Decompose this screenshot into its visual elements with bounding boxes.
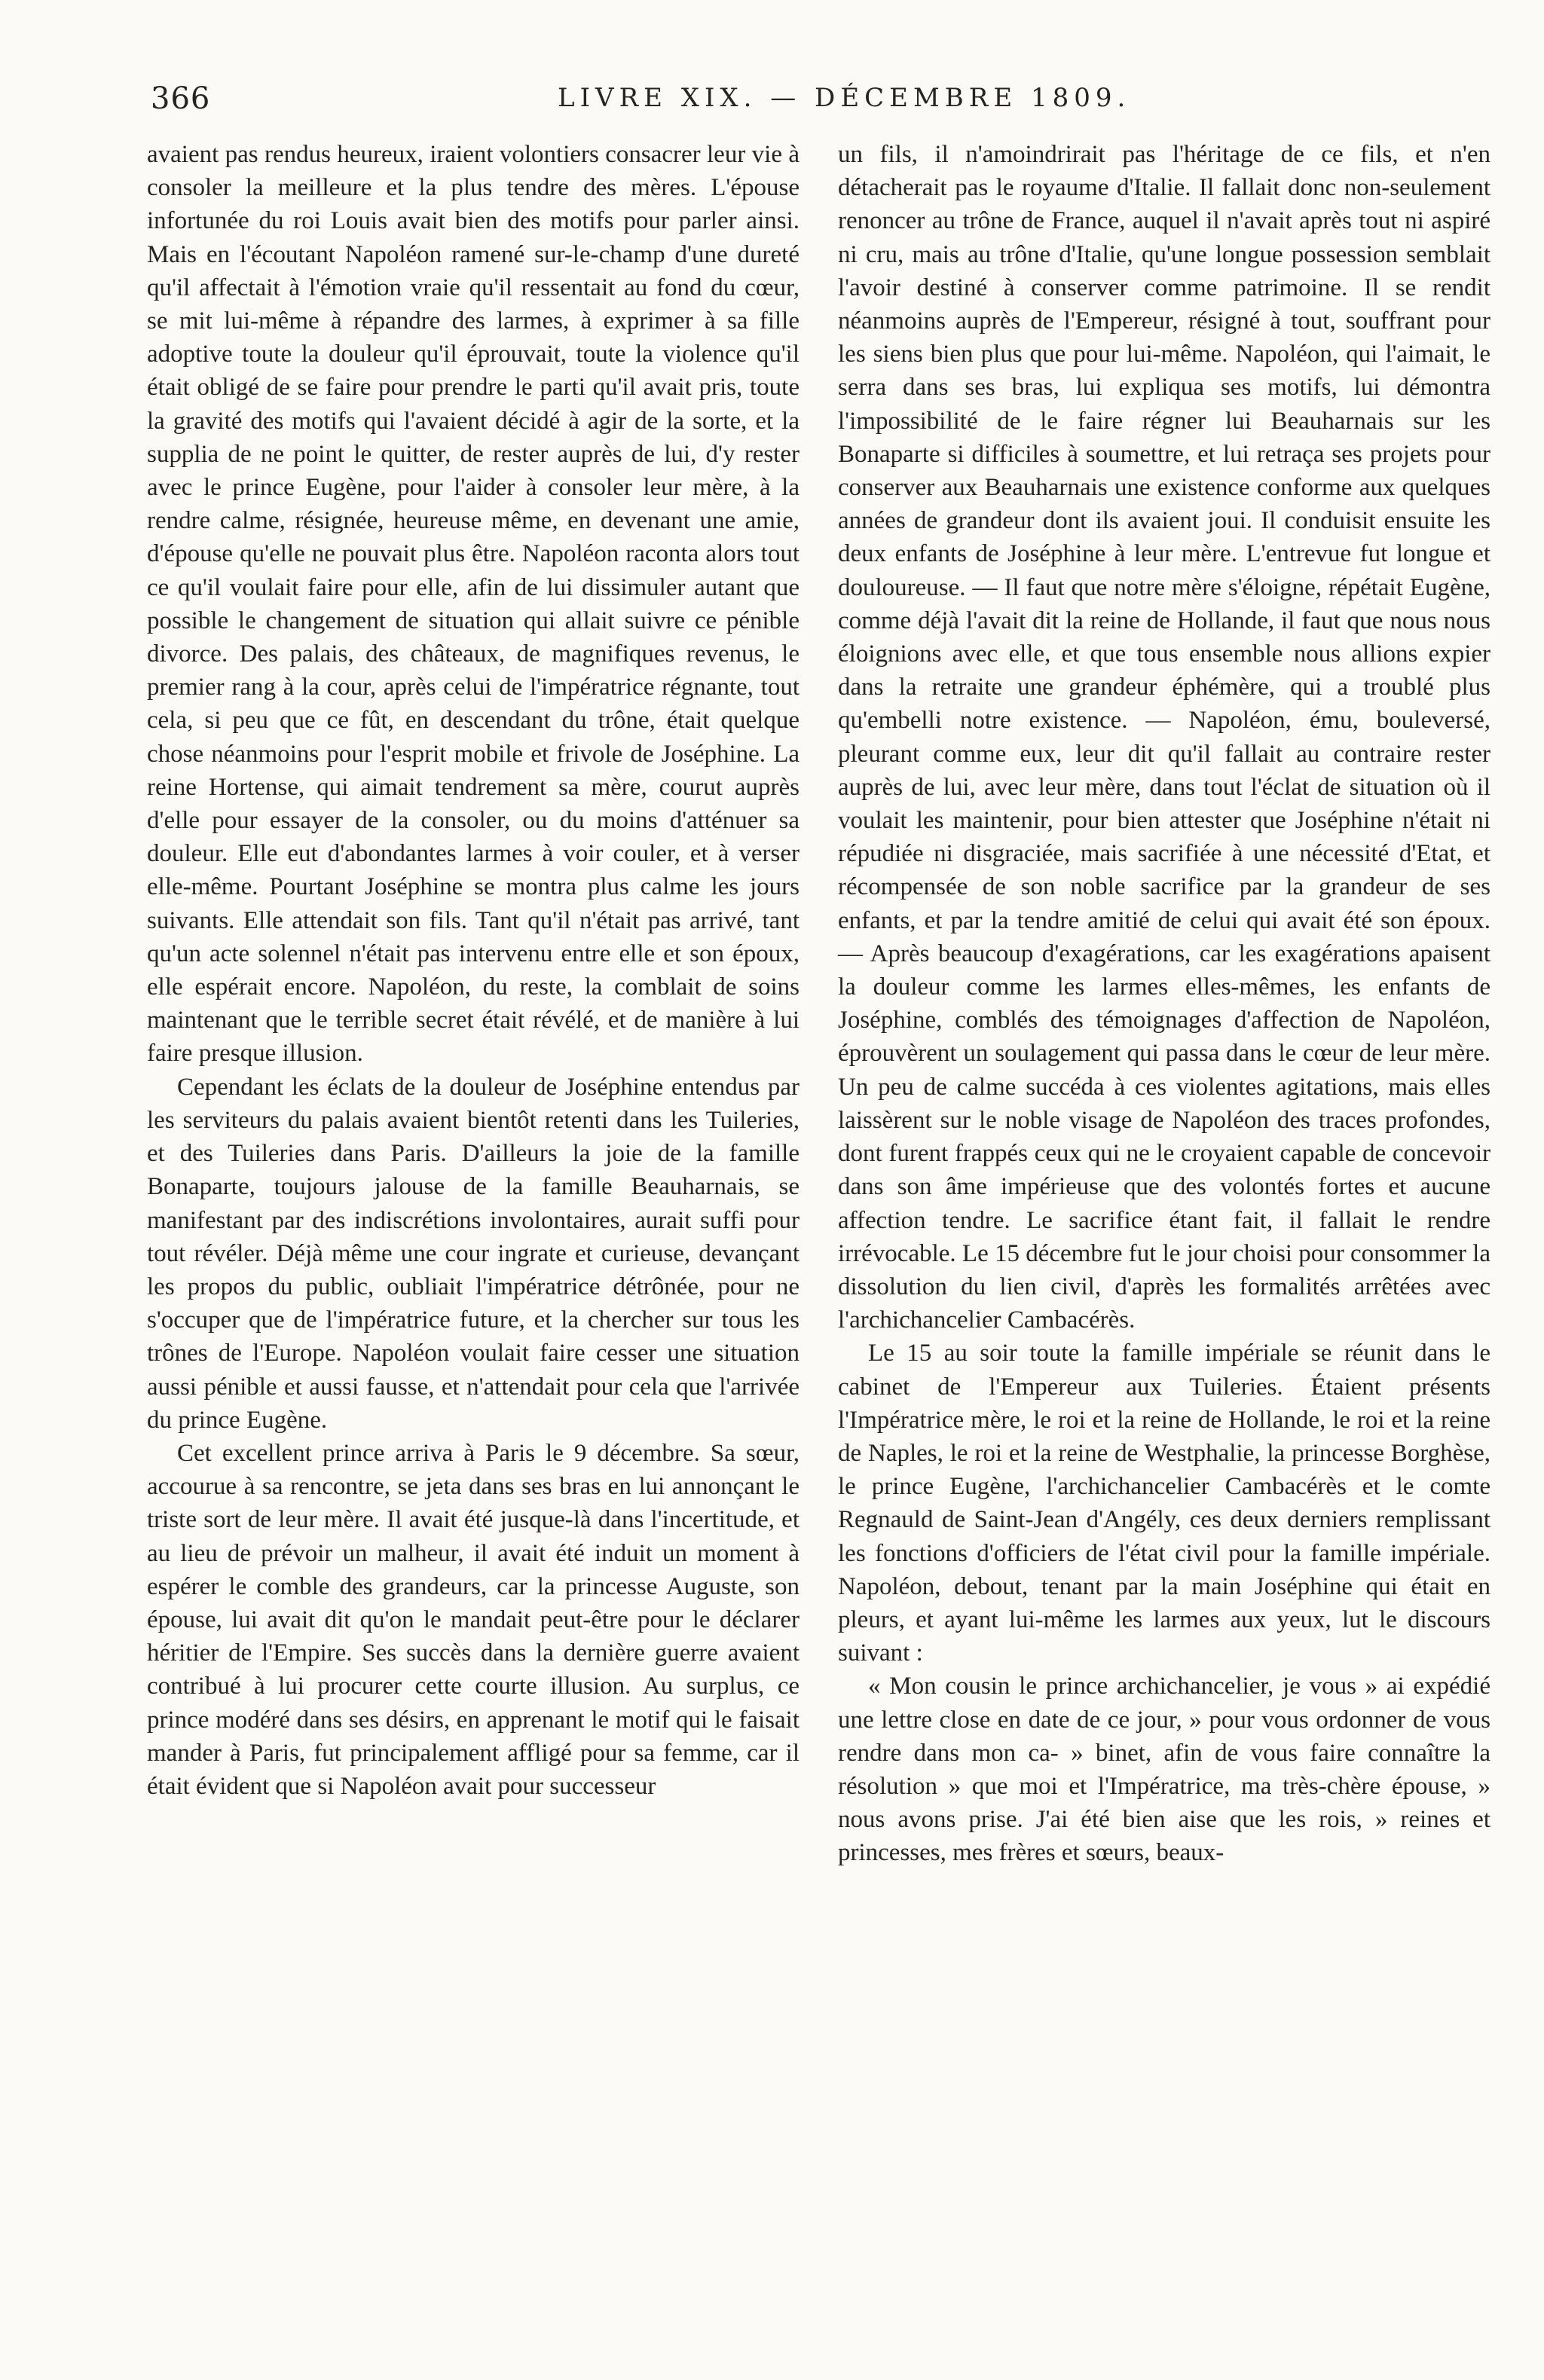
quoted-speech: « Mon cousin le prince archichancelier, je vous » ai expédié une lettre close en date de ce jour, » pour vous ordonner de vous rendre dans mon ca- » binet, afin de vous faire connaître la résolution » que moi et l'Impératrice, ma très-chère épouse, » nous avons prise. J'ai été bien aise que les rois, » reines et princesses, mes frères et sœurs, beaux- (838, 1673, 1490, 1867)
page-header (151, 81, 1522, 127)
running-title: LIVRE XIX. — DÉCEMBRE 1809. (558, 83, 1131, 113)
paragraph: un fils, il n'amoindrirait pas l'héritage de ce fils, et n'en détacherait pas le royaume d'Italie. Il fallait donc non-seulement renoncer au trône de France, auquel il n'avait après tout ni aspiré ni cru, mais au trône d'Italie, qu'une longue possession semblait l'avoir destiné à conserver comme patrimoine. Il se rendit néanmoins auprès de l'Empereur, résigné à tout, souffrant pour les siens bien plus que pour lui-même. Napoléon, qui l'aimait, le serra dans ses bras, lui expliqua ses motifs, lui démontra l'impossibilité de le faire régner lui Beauharnais sur les Bonaparte si difficiles à soumettre, et lui retraça ses projets pour conserver aux Beauharnais une existence conforme aux quelques années de grandeur dont ils avaient joui. Il conduisit ensuite les deux enfants de Joséphine à leur mère. L'entrevue fut longue et douloureuse. — Il faut que notre mère s'éloigne, répétait Eugène, comme déjà l'avait dit la reine de Hollande, il faut que nous nous éloignions avec elle, et que tous ensemble nous allions expier dans la retraite une grandeur éphémère, qui a troublé plus qu'embelli notre existence. — Napoléon, ému, bouleversé, pleurant comme eux, leur dit qu'il fallait au contraire rester auprès de lui, avec leur mère, dans tout l'éclat de situation où il voulait les maintenir, pour bien attester que Joséphine n'était ni répudiée ni disgraciée, mais sacrifiée à une nécessité d'Etat, et récompensée de son noble sacrifice par la grandeur de ses enfants, et par la tendre amitié de celui qui avait été son époux. — Après beaucoup d'exagérations, car les exagérations apaisent la douleur comme les larmes elles-mêmes, les enfants de Joséphine, comblés des témoignages d'affection de Napoléon, éprouvèrent un soulagement qui passa dans le cœur de leur mère. Un peu de calme succéda à ces violentes agitations, mais elles laissèrent sur le noble visage de Napoléon des traces profondes, dont furent frappés ceux qui ne le croyaient capable de concevoir dans son âme impérieuse que des volontés fortes et aucune affection tendre. Le sacrifice étant fait, il fallait le rendre irrévocable. Le 15 décembre fut le jour choisi pour consommer la dissolution du lien civil, d'après les formalités arrêtées avec l'archichancelier Cambacérès. (838, 141, 1490, 1334)
page-number: 366 (151, 81, 211, 116)
right-column (838, 138, 1490, 1870)
paragraph: Cet excellent prince arriva à Paris le 9 décembre. Sa sœur, accourue à sa rencontre, se jeta dans ses bras en lui annonçant le triste sort de leur mère. Il avait été jusque-là dans l'incertitude, et au lieu de prévoir un malheur, il avait été induit un moment à espérer le comble des grandeurs, car la princesse Auguste, son épouse, lui avait dit qu'on le mandait peut-être pour le déclarer héritier de l'Empire. Ses succès dans la dernière guerre avaient contribué à lui procurer cette courte illusion. Au surplus, ce prince modéré dans ses désirs, en apprenant le motif qui le faisait mander à Paris, fut principalement affligé pour sa femme, car il était évident que si Napoléon avait pour successeur (147, 1439, 800, 1800)
paragraph: avaient pas rendus heureux, iraient volontiers consacrer leur vie à consoler la meilleure et la plus tendre des mères. L'épouse infortunée du roi Louis avait bien des motifs pour parler ainsi. Mais en l'écoutant Napoléon ramené sur-le-champ d'une dureté qu'il affectait à l'émotion vraie qu'il ressentait au fond du cœur, se mit lui-même à répandre des larmes, à exprimer à sa fille adoptive toute la douleur qu'il éprouvait, toute la violence qu'il était obligé de se faire pour prendre le parti qu'il avait pris, toute la gravité des motifs qui l'avaient décidé à agir de la sorte, et la supplia de ne point le quitter, de rester auprès de lui, d'y rester avec le prince Eugène, pour l'aider à consoler leur mère, à la rendre calme, résignée, heureuse même, en devenant une amie, d'épouse qu'elle ne pouvait plus être. Napoléon raconta alors tout ce qu'il voulait faire pour elle, afin de lui dissimuler autant que possible le changement de situation qui allait suivre ce pénible divorce. Des palais, des châteaux, de magnifiques revenus, le premier rang à la cour, après celui de l'impératrice régnante, tout cela, si peu que ce fût, en descendant du trône, était quelque chose néanmoins pour l'esprit mobile et frivole de Joséphine. La reine Hortense, qui aimait tendrement sa mère, courut auprès d'elle pour essayer de la consoler, ou du moins d'atténuer sa douleur. Elle eut d'abondantes larmes à voir couler, et à verser elle-même. Pourtant Joséphine se montra plus calme les jours suivants. Elle attendait son fils. Tant qu'il n'était pas arrivé, tant qu'un acte solennel n'était pas intervenu entre elle et son époux, elle espérait encore. Napoléon, du reste, la comblait de soins maintenant que le terrible secret était révélé, et de manière à lui faire presque illusion. (147, 141, 800, 1068)
paragraph: Le 15 au soir toute la famille impériale se réunit dans le cabinet de l'Empereur aux Tuileries. Étaient présents l'Impératrice mère, le roi et la reine de Hollande, le roi et la reine de Naples, le roi et la reine de Westphalie, la princesse Borghèse, le prince Eugène, l'archichancelier Cambacérès et le comte Regnauld de Saint-Jean d'Angély, ces deux derniers remplissant les fonctions d'officiers de l'état civil pour la famille impériale. Napoléon, debout, tenant par la main Joséphine qui était en pleurs, et ayant lui-même les larmes aux yeux, lut le discours suivant : (838, 1340, 1490, 1667)
left-column (147, 138, 800, 1803)
paragraph: Cependant les éclats de la douleur de Joséphine entendus par les serviteurs du palais avaient bientôt retenti dans les Tuileries, et des Tuileries dans Paris. D'ailleurs la joie de la famille Bonaparte, toujours jalouse de la famille Beauharnais, se manifestant par des indiscrétions involontaires, aurait suffi pour tout révéler. Déjà même une cour ingrate et curieuse, devançant les propos du public, oubliait l'impératrice détrônée, pour ne s'occuper que de l'impératrice future, et la chercher sur tous les trônes de l'Europe. Napoléon voulait faire cesser une situation aussi pénible et aussi fausse, et n'attendait pour cela que l'arrivée du prince Eugène. (147, 1073, 800, 1434)
